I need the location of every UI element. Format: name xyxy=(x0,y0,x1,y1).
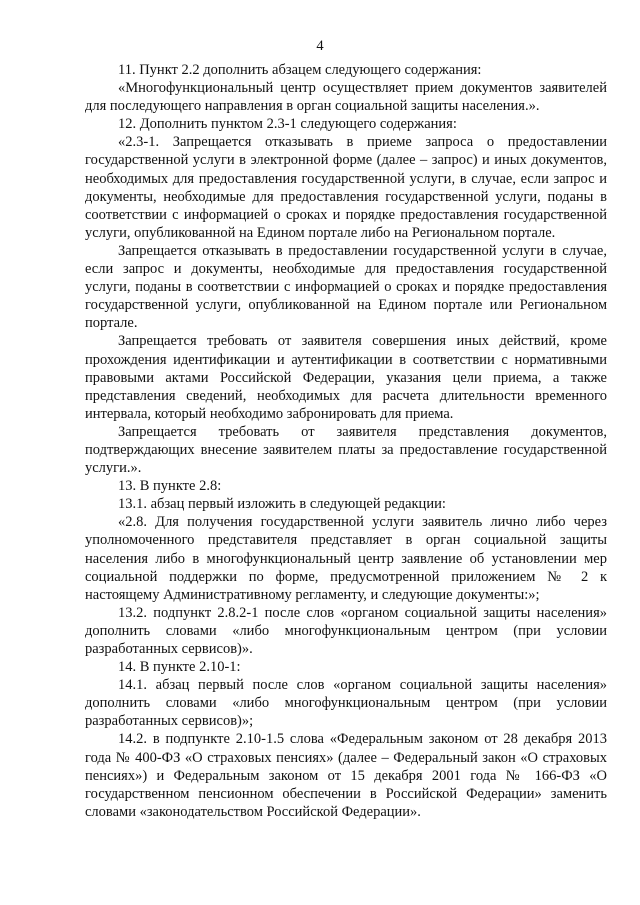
paragraph-13-1-text: «2.8. Для получения государственной услуги заявитель лично либо через уполномоченного представителя представляет в орган социальной защиты населения либо в многофункциональный центр заявление об установлении мер социальной поддержки по форме, предусмотренной приложением № 2 к настоящему Административному регламенту, и следующие документы:»; xyxy=(85,514,607,603)
paragraph-12-text-3: Запрещается требовать от заявителя совершения иных действий, кроме прохождения идентификации и аутентификации в соответствии с нормативными правовыми актами Российской Федерации, указания цели приема, а также представления сведений, необходимых для расчета длительности временного интервала, который необходимо забронировать для приема. xyxy=(85,333,607,422)
page-number: 4 xyxy=(316,38,324,54)
paragraph-14: 14. В пункте 2.10-1: xyxy=(118,659,241,676)
paragraph-14-2: 14.2. в подпункте 2.10-1.5 слова «Федеральным законом от 28 декабря 2013 года № 400-ФЗ «О страховых пенсиях» (далее – Федеральный закон «О страховых пенсиях») и Федеральным законом от 15 декабря 2001 года № 166-ФЗ «О государственном пенсионном обеспечении в Российской Федерации» заменить словами «законодательством Российской Федерации». xyxy=(85,731,607,820)
paragraph-11: 11. Пункт 2.2 дополнить абзацем следующего содержания: xyxy=(118,62,482,78)
paragraph-12-text-4: Запрещается требовать от заявителя представления документов, подтверждающих внесение заявителем платы за предоставление государственной услуги.». xyxy=(85,423,607,477)
paragraph-13-1: 13.1. абзац первый изложить в следующей редакции: xyxy=(118,496,446,513)
paragraph-13: 13. В пункте 2.8: xyxy=(118,478,222,495)
paragraph-12: 12. Дополнить пунктом 2.3-1 следующего содержания: xyxy=(118,116,457,133)
paragraph-13-2: 13.2. подпункт 2.8.2-1 после слов «органом социальной защиты населения» дополнить словами «либо многофункциональным центром (при условии разработанных сервисов)». xyxy=(85,604,607,657)
paragraph-12-text-2: Запрещается отказывать в предоставлении государственной услуги в случае, если запрос и документы, необходимые для предоставления государственной услуги, поданы в соответствии с информацией о сроках и порядке предоставления государственной услуги, опубликованной на Едином портале или Региональном портале. xyxy=(85,242,607,332)
document-body xyxy=(85,61,607,821)
paragraph-14-1: 14.1. абзац первый после слов «органом социальной защиты населения» дополнить словами «либо многофункциональным центром (при условии разработанных сервисов)»; xyxy=(85,677,607,730)
paragraph-12-text-1: «2.3-1. Запрещается отказывать в приеме запроса о предоставлении государственной услуги в электронной форме (далее – запрос) и иных документов, необходимых для предоставления государственной услуги, в случае, если запрос и документы, необходимые для предоставления государственной услуги, поданы в соответствии с информацией о сроках и порядке предоставления государственной услуги, опубликованной на Едином портале либо на Региональном портале. xyxy=(85,134,607,241)
paragraph-11-text: «Многофункциональный центр осуществляет прием документов заявителей для последующего направления в орган социальной защиты населения.». xyxy=(85,80,607,115)
